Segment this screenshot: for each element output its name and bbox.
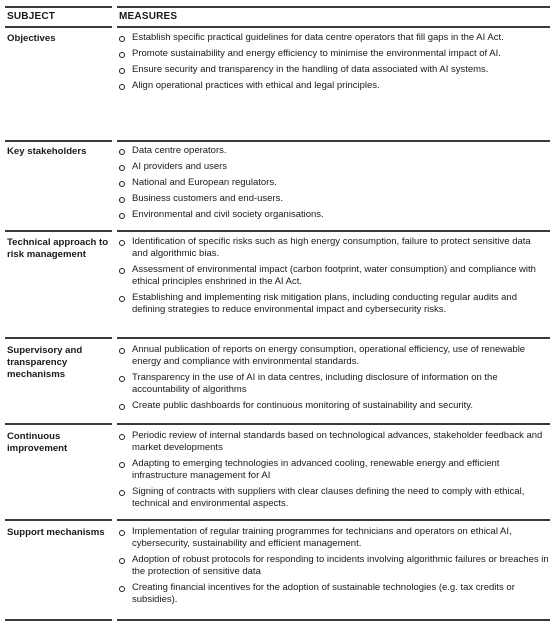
- list-item: Data centre operators.: [119, 145, 549, 157]
- row-subject-technical-approach: Technical approach to risk management: [7, 237, 109, 260]
- row-measures-key-stakeholders: [119, 145, 549, 225]
- row-measures-supervisory-mechanisms: [119, 344, 549, 416]
- list-item: Business customers and end-users.: [119, 193, 549, 205]
- bullet-icon: [119, 36, 125, 42]
- row-divider: [117, 140, 550, 142]
- list-item: Adoption of robust protocols for responding to incidents involving algorithmic failures or breaches in the protection of sensitive data: [119, 554, 549, 578]
- row-measures-technical-approach: [119, 236, 549, 320]
- list-item: Environmental and civil society organisations.: [119, 209, 549, 221]
- list-item: Create public dashboards for continuous monitoring of sustainability and security.: [119, 400, 549, 412]
- list-item: Ensure security and transparency in the handling of data associated with AI systems.: [119, 64, 549, 76]
- bullet-icon: [119, 197, 125, 203]
- list-item: Establishing and implementing risk mitigation plans, including conducting regular audits and defining strategies to reduce environmental impact and cybersecurity risks.: [119, 292, 549, 316]
- row-divider: [117, 423, 550, 425]
- list-item: Align operational practices with ethical and legal principles.: [119, 80, 549, 92]
- list-item: National and European regulators.: [119, 177, 549, 189]
- bullet-icon: [119, 181, 125, 187]
- row-subject-objectives: Objectives: [7, 33, 56, 44]
- bullet-icon: [119, 462, 125, 468]
- list-item: Establish specific practical guidelines for data centre operators that fill gaps in the AI Act.: [119, 32, 549, 44]
- bullet-icon: [119, 434, 125, 440]
- row-divider: [117, 337, 550, 339]
- row-divider: [5, 423, 112, 425]
- row-subject-support-mechanisms: Support mechanisms: [7, 527, 105, 538]
- bullet-icon: [119, 84, 125, 90]
- subject-column-header: SUBJECT: [7, 11, 56, 22]
- row-divider: [5, 140, 112, 142]
- measures-column-header: MEASURES: [119, 11, 178, 22]
- bullet-icon: [119, 490, 125, 496]
- top-rule-subject: [5, 6, 112, 8]
- bullet-icon: [119, 213, 125, 219]
- top-rule-measures: [117, 6, 550, 8]
- header-rule-subject: [5, 26, 112, 28]
- row-measures-continuous-improvement: [119, 430, 549, 514]
- bullet-icon: [119, 240, 125, 246]
- row-measures-objectives: [119, 32, 549, 96]
- bullet-icon: [119, 404, 125, 410]
- bullet-icon: [119, 165, 125, 171]
- list-item: Annual publication of reports on energy consumption, operational efficiency, use of renewable energy and compliance with environmental standards.: [119, 344, 549, 368]
- list-item: Transparency in the use of AI in data centres, including disclosure of information on the accountability of algorithms: [119, 372, 549, 396]
- row-divider: [5, 519, 112, 521]
- bullet-icon: [119, 68, 125, 74]
- bullet-icon: [119, 296, 125, 302]
- list-item: Implementation of regular training programmes for technicians and operators on ethical AI, cybersecurity, sustainability and efficient management.: [119, 526, 549, 550]
- row-subject-key-stakeholders: Key stakeholders: [7, 146, 87, 157]
- row-divider: [5, 337, 112, 339]
- row-subject-continuous-improvement: Continuous improvement: [7, 431, 68, 454]
- list-item: Adapting to emerging technologies in advanced cooling, renewable energy and efficient infrastructure management for AI: [119, 458, 549, 482]
- list-item: AI providers and users: [119, 161, 549, 173]
- row-divider: [5, 230, 112, 232]
- bullet-icon: [119, 376, 125, 382]
- row-subject-supervisory-mechanisms: Supervisory and transparency mechanisms: [7, 345, 83, 380]
- bullet-icon: [119, 530, 125, 536]
- row-divider: [117, 230, 550, 232]
- header-rule-measures: [117, 26, 550, 28]
- list-item: Creating financial incentives for the adoption of sustainable technologies (e.g. tax credits or subsidies).: [119, 582, 549, 606]
- row-divider: [117, 519, 550, 521]
- bullet-icon: [119, 268, 125, 274]
- list-item: Periodic review of internal standards based on technological advances, stakeholder feedback and market developments: [119, 430, 549, 454]
- bottom-rule: [5, 619, 112, 621]
- list-item: Identification of specific risks such as high energy consumption, failure to protect sensitive data and algorithmic bias.: [119, 236, 549, 260]
- bullet-icon: [119, 348, 125, 354]
- list-item: Promote sustainability and energy efficiency to minimise the environmental impact of AI.: [119, 48, 549, 60]
- bullet-icon: [119, 149, 125, 155]
- list-item: Signing of contracts with suppliers with clear clauses defining the need to comply with ethical, technical and environmental aspects.: [119, 486, 549, 510]
- bottom-rule: [117, 619, 550, 621]
- list-item: Assessment of environmental impact (carbon footprint, water consumption) and compliance with ethical principles enshrined in the AI Act.: [119, 264, 549, 288]
- row-measures-support-mechanisms: [119, 526, 549, 610]
- bullet-icon: [119, 558, 125, 564]
- bullet-icon: [119, 586, 125, 592]
- bullet-icon: [119, 52, 125, 58]
